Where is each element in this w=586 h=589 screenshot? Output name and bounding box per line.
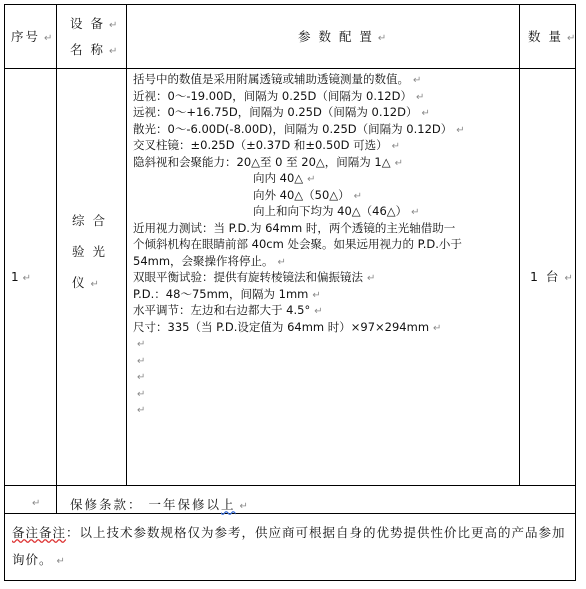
row-name-line1: 综 合 xyxy=(72,213,107,228)
table-bottom-border xyxy=(4,580,576,581)
row-name-line3: 仪 ↵ xyxy=(72,275,101,290)
remarks-text: ：以上技术参数规格仅为参考，供应商可根据自身的优势提供性价比更高的产品参加询价。 xyxy=(12,525,566,567)
warranty-bottom-border xyxy=(4,513,576,514)
table-left-border xyxy=(4,4,5,581)
header-qty: 数 量 ↵ xyxy=(528,29,578,44)
spec-line: P.D.：48～75mm，间隔为 1mm ↵ xyxy=(133,286,321,301)
spec-line: 向内 40△ ↵ xyxy=(253,171,316,185)
spec-line: 交叉柱镜：±0.25D（±0.37D 和±0.50D 可选） ↵ xyxy=(133,138,400,152)
spec-line: 向外 40△（50△） ↵ xyxy=(253,187,363,202)
empty-paragraph-mark: ↵ xyxy=(137,388,146,400)
warranty-text: 一年保修以 xyxy=(148,497,222,512)
header-spec: 参 数 配 置 ↵ xyxy=(298,29,389,44)
spec-line: 近视：0～-19.00D，间隔为 0.25D（间隔为 0.12D） ↵ xyxy=(133,88,425,103)
spec-line: 双眼平衡试验：提供有旋转棱镜法和偏振镜法 ↵ xyxy=(133,270,376,284)
remarks-label: 备注备注 xyxy=(12,525,67,540)
spec-line: 个倾斜机构在眼睛前部 40cm 处会聚。如果远用视力的 P.D.小于 xyxy=(133,237,462,251)
header-name-line2: 名 称 ↵ xyxy=(70,42,120,57)
table-right-border xyxy=(575,4,576,581)
spec-line: 54mm，会聚操作将停止。 ↵ xyxy=(133,253,286,268)
spec-line: 近用视力测试：当 P.D.为 64mm 时，两个透镜的主光轴借助一 xyxy=(133,220,456,235)
empty-paragraph-mark: ↵ xyxy=(137,339,146,350)
row-bottom-border xyxy=(4,485,576,486)
empty-paragraph-mark: ↵ xyxy=(137,405,146,416)
spec-line: 括号中的数值是采用附属透镜或辅助透镜测量的数值。 ↵ xyxy=(133,72,422,86)
spec-line: 向上和向下均为 40△（46△） ↵ xyxy=(253,204,420,218)
spec-line: 尺寸：335（当 P.D.设定值为 64mm 时）×97×294mm ↵ xyxy=(133,319,442,334)
empty-paragraph-mark: ↵ xyxy=(137,355,146,367)
warranty-empty-cell: ↵ xyxy=(32,498,41,509)
row-index: 1 ↵ xyxy=(11,270,32,284)
spec-line: 散光：0～-6.00D(-8.00D)，间隔为 0.25D（间隔为 0.12D） ↵ xyxy=(133,121,465,136)
header-index: 序号 ↵ xyxy=(11,29,55,44)
warranty-last-char: 上 xyxy=(221,497,236,512)
spec-line: 隐斜视和会聚能力：20△至 0 至 20△，间隔为 1△ ↵ xyxy=(133,154,403,169)
spec-cell xyxy=(133,71,573,418)
spec-line: 水平调节：左边和右边都大于 4.5° ↵ xyxy=(133,303,323,317)
col-divider-2 xyxy=(126,4,127,486)
row-qty: 1 台 ↵ xyxy=(530,269,575,284)
warranty-label: 保修条款： xyxy=(70,497,143,512)
empty-paragraph-mark: ↵ xyxy=(137,372,146,383)
remarks-cell: 备注备注：以上技术参数规格仅为参考，供应商可根据自身的优势提供性价比更高的产品参加询价。 ↵ xyxy=(12,525,566,567)
spec-line: 远视：0～+16.75D，间隔为 0.25D（间隔为 0.12D） ↵ xyxy=(133,105,430,119)
header-name-line1: 设 备 ↵ xyxy=(70,16,120,31)
row-name-line2: 验 光 xyxy=(72,244,107,259)
table-top-border xyxy=(4,4,576,5)
warranty-clause: 保修条款： 一年保修以上 ↵ xyxy=(70,497,250,512)
col-divider-1 xyxy=(56,4,57,514)
header-bottom-border xyxy=(4,68,576,69)
